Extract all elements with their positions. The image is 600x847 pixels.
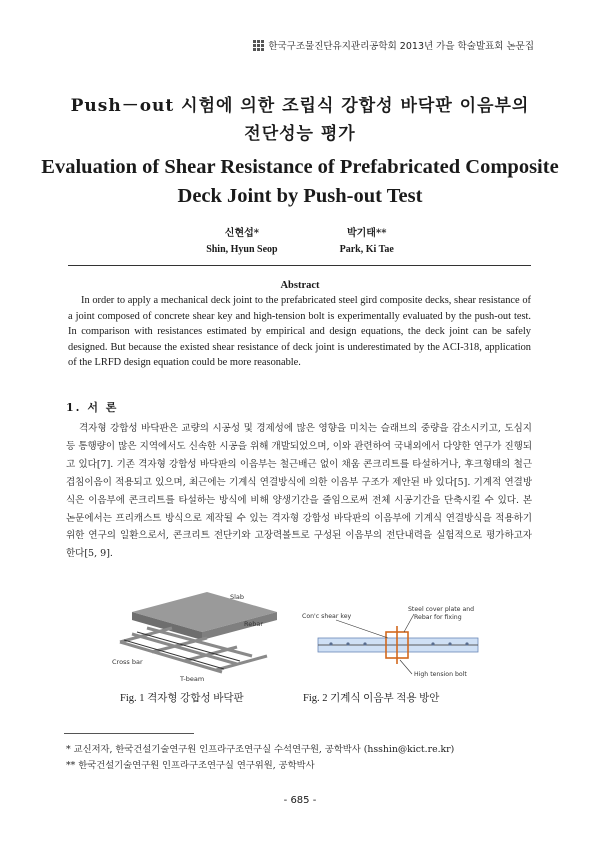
korean-title — [0, 92, 600, 148]
abstract-text: In order to apply a mechanical deck joint to the prefabricated steel gird composite decks, shear resistance of a joint composed of concrete shear key and high-tension bolt is experimentally evaluated by the push-out test. In comparison with resistances estimated by empirical and design equations, the deck joint can be safely designed. But because the existed shear resistance of deck joint is underestimated by the ACI-318, application of the LRFD design equation could be more reasonable. — [68, 295, 531, 368]
page-number: - 685 - — [283, 795, 317, 806]
section-heading: 1. 서 론 — [66, 401, 119, 414]
footnote-1: * 교신저자, 한국건설기술연구원 인프라구조연구실 수석연구원, 공학박사 (hsshin@kict.re.kr) — [66, 744, 455, 755]
label-bolt: High tension bolt — [414, 671, 467, 678]
abstract-heading: Abstract — [280, 280, 320, 291]
label-t-beam: T-beam — [180, 675, 205, 683]
author-2-name-en: Park, Ki Tae — [339, 244, 394, 255]
author-2 — [340, 226, 394, 258]
korean-title-line1: Push－out 시험에 의한 조립식 강합성 바닥판 이음부의 — [70, 96, 530, 116]
english-title-line1: Evaluation of Shear Resistance of Prefabricated Composite — [41, 156, 559, 178]
running-header — [253, 38, 534, 52]
title-divider — [68, 265, 531, 266]
english-title — [0, 153, 600, 211]
label-rebar: Rebar — [244, 620, 264, 628]
label-cross-bar: Cross bar — [112, 658, 143, 666]
author-1-name-ko: 신현섭* — [224, 228, 260, 239]
introduction-text: 격자형 강합성 바닥판은 교량의 시공성 및 경제성에 많은 영향을 미치는 슬래브의 중량을 감소시키고, 도심지 등 통행량이 많은 지역에서도 신속한 시공을 위해 개발되었으며, 이와 관련하여 국내외에서 다양한 연구가 진행되고 있다[7]. 기존 격자형 강합성 바닥판의 이음부는 철근배근 없이 채움 콘크리트를 타설하거나, 후크형태의 철근 겹침이음이 적용되고 있으며, 최근에는 기계식 연결방식에 의한 이음부 구조가 제안된 바 있다[5]. 기계적 연결방식은 이음부에 콘크리트를 타설하는 방식에 비해 양생기간을 줄임으로써 전체 시공기간을 단축시킬 수 있다. 본 논문에서는 프리캐스트 방식으로 제작될 수 있는 격자형 강합성 바닥판의 이음부에 기계식 연결방식을 적용하기 위한 연구의 일환으로서, 콘크리트 전단키와 고장력볼트로 구성된 이음부의 전단내력을 실험적으로 평가하고자 한다[5, 9]. — [66, 423, 532, 560]
korean-title-line2: 전단성능 평가 — [244, 124, 356, 144]
label-cover-plate-1: Steel cover plate and — [408, 606, 475, 613]
journal-logo-icon — [253, 40, 264, 51]
figure-2-caption: Fig. 2 기계식 이음부 적용 방안 — [303, 693, 440, 704]
author-1 — [206, 226, 277, 258]
conference-name: 한국구조물진단유지관리공학회 2013년 가을 학술발표회 논문집 — [268, 41, 534, 52]
author-2-name-ko: 박기태** — [346, 228, 387, 239]
footnote-divider — [64, 733, 194, 734]
figure-2-joint-schematic — [296, 604, 496, 686]
english-title-line2: Deck Joint by Push-out Test — [177, 185, 423, 207]
footnote-2: ** 한국건설기술연구원 인프라구조연구실 연구위원, 공학박사 — [66, 760, 315, 771]
label-cover-plate-2: Rebar for fixing — [414, 614, 462, 621]
figure-1-deck-illustration — [112, 590, 282, 683]
author-1-name-en: Shin, Hyun Seop — [206, 244, 278, 255]
author-list — [0, 226, 600, 258]
figure-1-caption: Fig. 1 격자형 강합성 바닥판 — [120, 693, 244, 704]
label-shear-key: Con'c shear key — [302, 613, 352, 620]
label-slab: Slab — [230, 593, 245, 601]
